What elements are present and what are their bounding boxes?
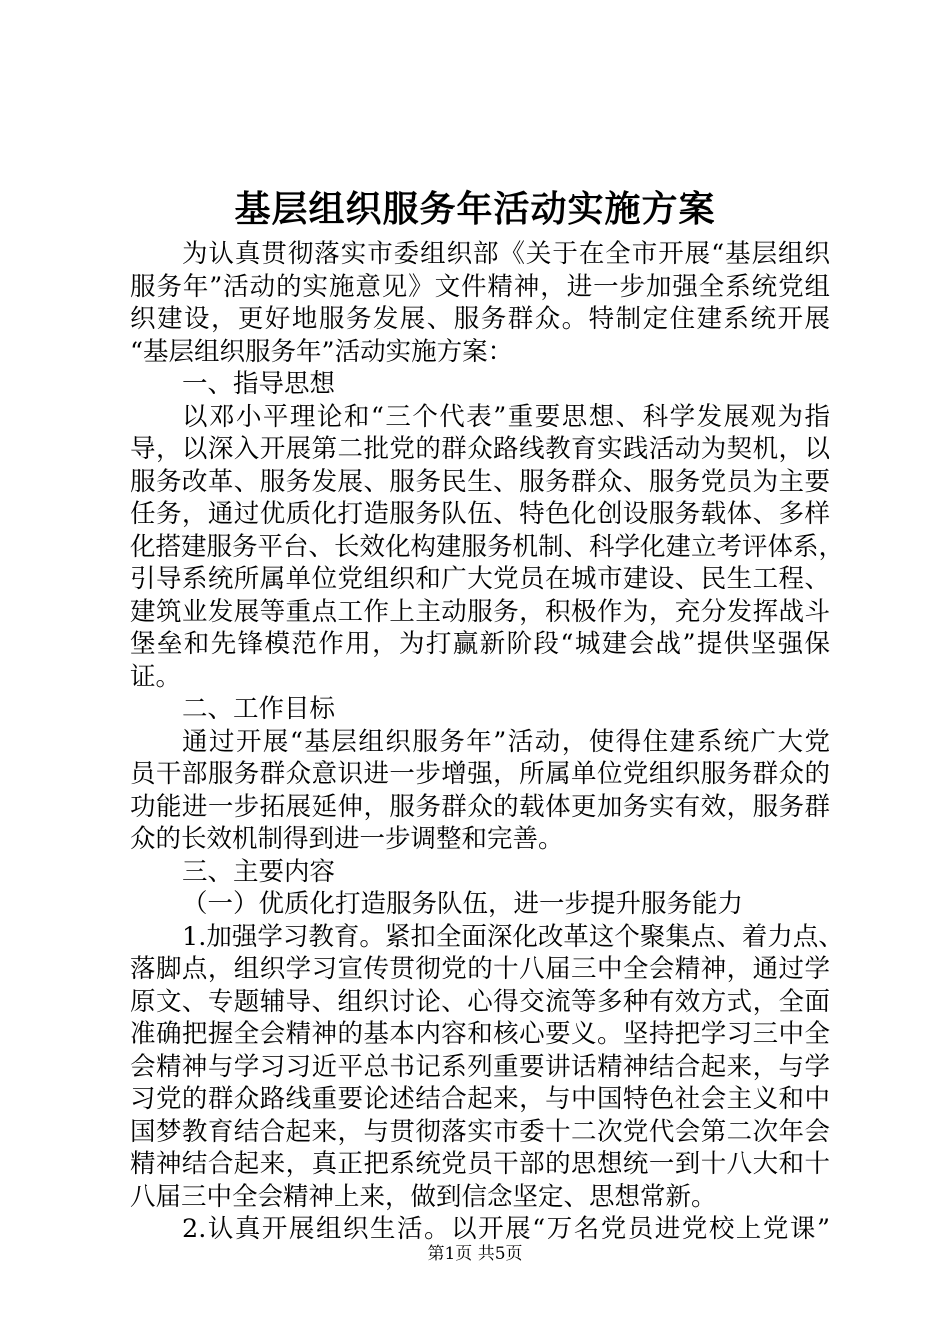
body-paragraph	[130, 921, 844, 1214]
body-paragraph	[130, 1213, 830, 1246]
paragraph-line: 准确把握全会精神的基本内容和核心要义。坚持把学习三中全	[130, 1019, 830, 1049]
body-paragraph	[130, 238, 830, 368]
paragraph-line: 落脚点，组织学习宣传贯彻党的十八届三中全会精神，通过学	[130, 954, 830, 984]
paragraph-line: 八届三中全会精神上来，做到信念坚定、思想常新。	[130, 1181, 717, 1212]
paragraph-line: 织建设，更好地服务发展、服务群众。特制定住建系统开展	[130, 304, 830, 334]
page-footer: 第1页 共5页	[427, 1244, 523, 1264]
document-title: 基层组织服务年活动实施方案	[234, 188, 716, 230]
section-heading: 二、工作目标	[182, 694, 336, 724]
body-paragraph	[130, 726, 830, 856]
section-heading: （一）优质化打造服务队伍，进一步提升服务能力	[182, 889, 744, 919]
paragraph-line: 服务改革、服务发展、服务民生、服务群众、服务党员为主要	[130, 466, 830, 497]
section-heading: 三、主要内容	[182, 856, 336, 887]
paragraph-line: 堡垒和先锋模范作用，为打赢新阶段“城建会战”提供坚强保	[130, 629, 830, 659]
paragraph-line: 导，以深入开展第二批党的群众路线教育实践活动为契机，以	[130, 434, 830, 464]
paragraph-line: 原文、专题辅导、组织讨论、心得交流等多种有效方式，全面	[130, 986, 830, 1017]
paragraph-line: 功能进一步拓展延伸，服务群众的载体更加务实有效，服务群	[130, 791, 830, 822]
paragraph-line: “基层组织服务年”活动实施方案：	[130, 336, 514, 367]
paragraph-line: 任务，通过优质化打造服务队伍、特色化创设服务载体、多样	[130, 499, 830, 529]
paragraph-line: 国梦教育结合起来，与贯彻落实市委十二次党代会第二次年会	[130, 1116, 830, 1147]
paragraph-line: 习党的群众路线重要论述结合起来，与中国特色社会主义和中	[130, 1084, 830, 1114]
paragraph-line: 为认真贯彻落实市委组织部《关于在全市开展“基层组织	[182, 239, 830, 269]
paragraph-line: 引导系统所属单位党组织和广大党员在城市建设、民生工程、	[130, 564, 830, 594]
paragraph-line: 2.认真开展组织生活。以开展“万名党员进党校上党课”	[182, 1214, 830, 1244]
paragraph-line: 化搭建服务平台、长效化构建服务机制、科学化建立考评体系，	[130, 531, 845, 562]
paragraph-line: 员干部服务群众意识进一步增强，所属单位党组织服务群众的	[130, 759, 830, 789]
paragraph-line: 1.加强学习教育。紧扣全面深化改革这个聚集点、着力点、	[182, 921, 844, 952]
paragraph-line: 服务年”活动的实施意见》文件精神，进一步加强全系统党组	[130, 271, 830, 302]
paragraph-line: 证。	[130, 661, 182, 692]
body-paragraph	[130, 401, 845, 694]
paragraph-line: 通过开展“基层组织服务年”活动，使得住建系统广大党	[182, 726, 830, 757]
section-heading: 一、指导思想	[182, 369, 336, 399]
document-body	[130, 238, 845, 1246]
paragraph-line: 精神结合起来，真正把系统党员干部的思想统一到十八大和十	[130, 1149, 830, 1179]
paragraph-line: 众的长效机制得到进一步调整和完善。	[130, 824, 564, 854]
paragraph-line: 建筑业发展等重点工作上主动服务，积极作为，充分发挥战斗	[130, 596, 830, 627]
paragraph-line: 以邓小平理论和“三个代表”重要思想、科学发展观为指	[182, 401, 830, 432]
paragraph-line: 会精神与学习习近平总书记系列重要讲话精神结合起来，与学	[130, 1051, 830, 1082]
